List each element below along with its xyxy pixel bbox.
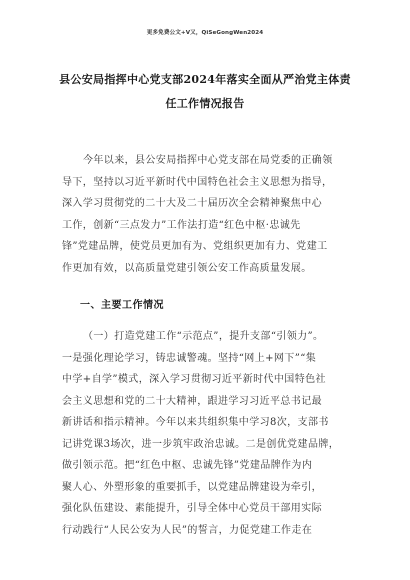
text-line: 深入学习贯彻党的二十大及二十届历次全会精神聚焦中心 <box>62 198 322 209</box>
text-line: 一是强化理论学习，铸忠诚警魂。坚持“网上+网下”“集 <box>62 352 317 364</box>
title-line-1: 县公安局指挥中心党支部2024年落实全面从严治党主体责 <box>59 73 351 86</box>
text-line: 工作，创新“三点发力”工作法打造“红色中枢·忠诚先 <box>62 219 301 231</box>
text-line: 作更加有效，以高质量党建引领公安工作高质量发展。 <box>62 262 312 274</box>
text-line: 导下，坚持以习近平新时代中国特色社会主义思想为指导， <box>62 176 333 188</box>
text-line: 今年以来，县公安局指挥中心党支部在局党委的正确领 <box>83 155 333 166</box>
subsection-paragraph <box>62 326 350 541</box>
text-line: 强化队伍建设、素能提升，引导全体中心党员干部用实际 <box>62 503 322 514</box>
title-line-2: 任工作情况报告 <box>165 97 245 110</box>
section-heading: 一、主要工作情况 <box>80 300 164 311</box>
text-line: 中学+自学”模式，深入学习贯彻习近平新时代中国特色社 <box>62 374 326 385</box>
text-line: 行动践行“人民公安为人民”的誓言，力促党建工作走在 <box>62 524 313 536</box>
intro-paragraph <box>62 150 350 279</box>
text-line: 会主义思想和党的二十大精神，跟进学习习近平总书记最 <box>62 395 322 407</box>
text-line: （一）打造党建工作“示范点”，提升支部“引领力”。 <box>83 331 324 342</box>
header-note: 更多免费公文+V又，QiSeGongWen2024 <box>146 30 264 36</box>
text-line: 新讲话和指示精神。今年以来共组织集中学习8次，支部书 <box>62 417 329 428</box>
text-line: 锋”党建品牌，使党员更加有为、党组织更加有力、党建工 <box>62 241 328 252</box>
document-title <box>56 68 354 116</box>
text-line: 记讲党课3场次，进一步筑牢政治忠诚。二是创优党建品牌， <box>62 438 340 450</box>
text-line: 聚人心、外塑形象的重要抓手，以党建品牌建设为牵引， <box>62 481 322 493</box>
text-line: 做引领示范。把“红色中枢、忠诚先锋”党建品牌作为内 <box>62 460 313 471</box>
